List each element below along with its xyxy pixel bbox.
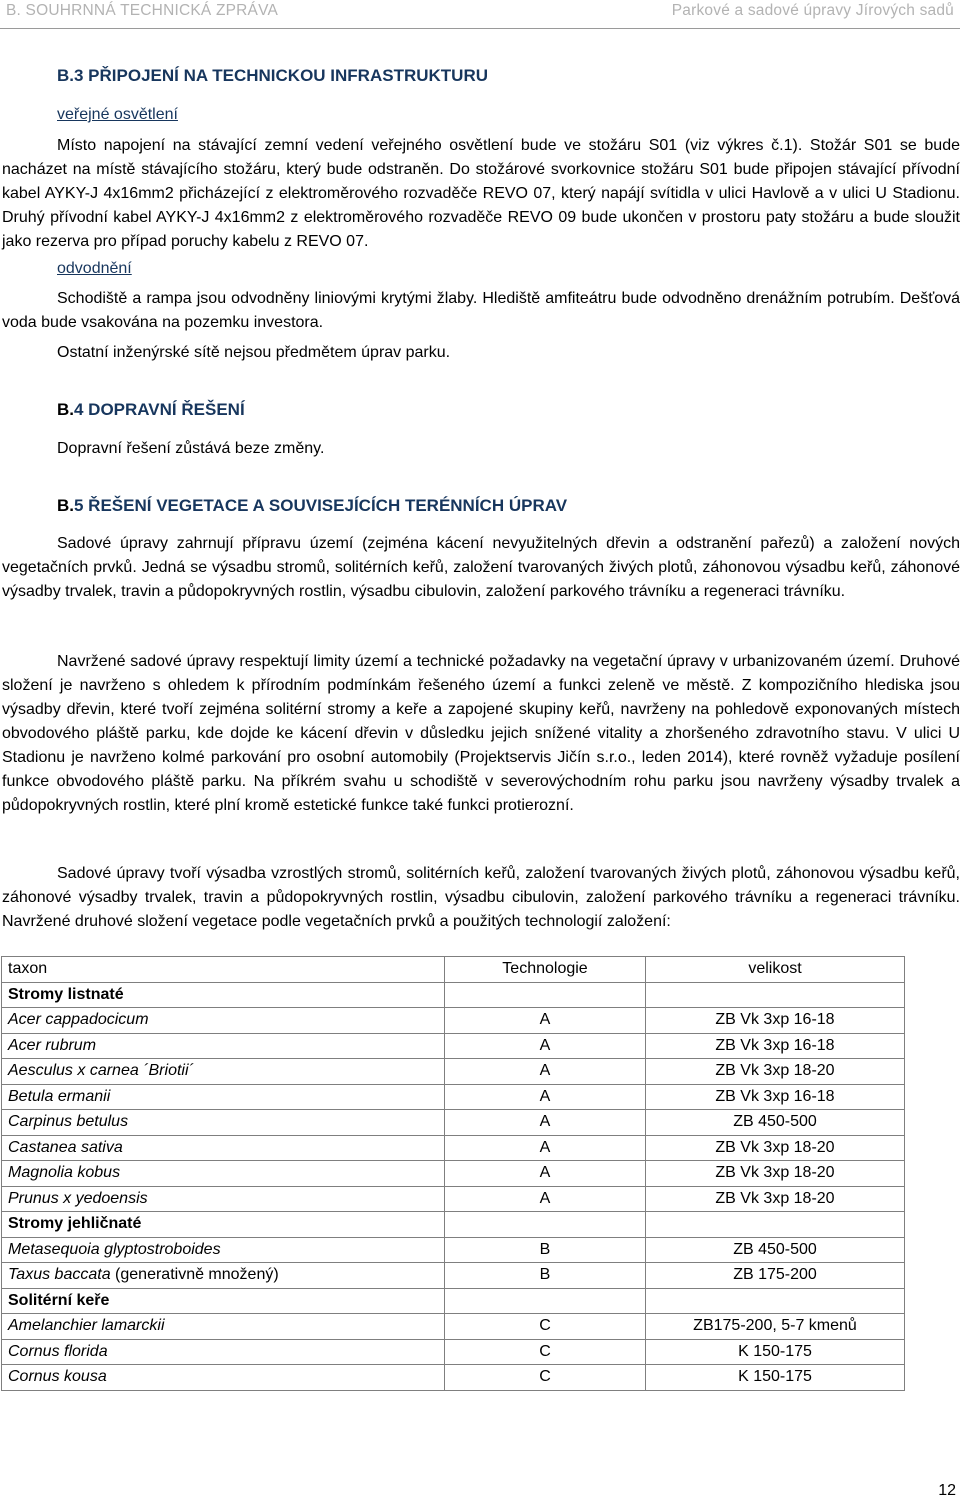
size-cell: ZB Vk 3xp 18-20 xyxy=(646,1135,905,1161)
paragraph-vegetation-3: Sadové úpravy tvoří výsadba vzrostlých stromů, solitérních keřů, založení tvarovaných živých plotů, záhonovou výsadbu keřů, záhonové výsadby trvalek, travin a půdopokryvných rostlin, výsadbu cibulovin, založení parkového trávníku a regeneraci trávníku. Navržené druhové složení vegetace podle vegetačních prvků a použitých technologií založení: xyxy=(2,865,960,930)
taxon-cell: Amelanchier lamarckii xyxy=(2,1314,445,1340)
size-cell: ZB 450-500 xyxy=(646,1110,905,1136)
section-b5-number: B. xyxy=(57,496,74,515)
technology-cell: A xyxy=(445,1084,646,1110)
technology-cell: C xyxy=(445,1314,646,1340)
header-size: velikost xyxy=(646,957,905,983)
technology-cell: A xyxy=(445,1161,646,1187)
technology-cell: B xyxy=(445,1263,646,1289)
size-cell: ZB175-200, 5-7 kmenů xyxy=(646,1314,905,1340)
table-row xyxy=(2,1314,905,1340)
paragraph-public-lighting: Místo napojení na stávající zemní vedení veřejného osvětlení bude ve stožáru S01 (viz výkres č.1). Stožár S01 se bude nacházet na místě stávajícího stožáru, který bude odstraněn. Do stožárové svorkovnice stožáru S01 bude připojen stávající přívodní kabel AYKY-J 4x16mm2 přicházející z elektroměrového rozvaděče REVO 07, který napájí svítidla v ulici Havlově a v ulici U Stadionu. Druhý přívodní kabel AYKY-J 4x16mm2 z elektroměrového rozvaděče REVO 09 bude ukončen v prostoru paty stožáru a bude sloužit jako rezerva pro případ poruchy kabelu z REVO 07. xyxy=(2,137,960,250)
taxon-cell xyxy=(2,1263,445,1289)
size-cell: K 150-175 xyxy=(646,1339,905,1365)
size-cell: K 150-175 xyxy=(646,1365,905,1391)
table-row xyxy=(2,1339,905,1365)
technology-cell: A xyxy=(445,1008,646,1034)
table-row xyxy=(2,1161,905,1187)
size-cell: ZB 175-200 xyxy=(646,1263,905,1289)
taxon-note: (generativně množený) xyxy=(110,1266,279,1284)
paragraph-vegetation-1: Sadové úpravy zahrnují přípravu území (zejména kácení nevyužitelných dřevin a odstranění pařezů) a založení nových vegetačních prvků. Jedná se výsadbu stromů, solitérních keřů, založení tvarovaných živých plotů, záhonovou výsadbu keřů, záhonové výsadby trvalek, travin a půdopokryvných rostlin, výsadbu cibulovin, založení parkového trávníku a regeneraci trávníku. xyxy=(2,535,960,600)
section-b5-title xyxy=(2,494,960,518)
size-cell: ZB Vk 3xp 18-20 xyxy=(646,1059,905,1085)
table-row xyxy=(2,1237,905,1263)
subheading-drainage xyxy=(2,257,960,281)
subheading-public-lighting-text: veřejné osvětlení xyxy=(57,106,178,123)
taxon-cell: Castanea sativa xyxy=(2,1135,445,1161)
section-b5-title-text: 5 ŘEŠENÍ VEGETACE A SOUVISEJÍCÍCH TERÉNNÍCH ÚPRAV xyxy=(74,496,568,515)
section-b3-title: B.3 PŘIPOJENÍ NA TECHNICKOU INFRASTRUKTURU xyxy=(57,66,489,85)
table-row xyxy=(2,1033,905,1059)
group-label: Stromy jehličnaté xyxy=(2,1212,445,1238)
section-b4-number: B. xyxy=(57,400,74,419)
header-doc-title: B. SOUHRNNÁ TECHNICKÁ ZPRÁVA xyxy=(6,2,279,19)
table-row xyxy=(2,1263,905,1289)
table-row xyxy=(2,1059,905,1085)
header-taxon: taxon xyxy=(2,957,445,983)
table-row xyxy=(2,1008,905,1034)
paragraph-vegetation-2: Navržené sadové úpravy respektují limity území a technické požadavky na vegetační úpravy v urbanizovaném území. Druhové složení je navrženo s ohledem k přírodním podmínkám řešeného území a funkci zeleně ve městě. Z kompozičního hlediska jsou výsadby dřevin, které tvoří zejména solitérní stromy a keře a zapojené skupiny keřů, navrženy na pohledově exponovaných místech obvodového pláště parku, kde dojde ke kácení dřevin v důsledku jejich snížené vitality a zhoršeného zdravotního stavu. V ulici U Stadionu je navrženo kolmé parkování pro osobní automobily (Projektservis Jičín s.r.o., leden 2014), které rovněž vyžaduje posílení funkce obvodového pláště parku. Na příkrém svahu u schodiště v severovýchodním rohu parku jsou navrženy výsadby trvalek a půdopokryvných rostlin, které plní kromě estetické funkce také funkci protierozní. xyxy=(2,653,960,814)
size-cell: ZB Vk 3xp 18-20 xyxy=(646,1186,905,1212)
size-cell: ZB Vk 3xp 16-18 xyxy=(646,1008,905,1034)
subheading-drainage-text: odvodnění xyxy=(57,260,132,277)
table-group-row xyxy=(2,982,905,1008)
technology-cell: A xyxy=(445,1135,646,1161)
section-b4-title-text: 4 DOPRAVNÍ ŘEŠENÍ xyxy=(74,400,245,419)
size-cell: ZB Vk 3xp 16-18 xyxy=(646,1033,905,1059)
table-header-row xyxy=(2,957,905,983)
technology-cell: C xyxy=(445,1339,646,1365)
taxon-cell: Prunus x yedoensis xyxy=(2,1186,445,1212)
taxon-cell: Metasequoia glyptostroboides xyxy=(2,1237,445,1263)
vegetation-table xyxy=(1,956,905,1391)
paragraph-other-networks: Ostatní inženýrské sítě nejsou předmětem úprav parku. xyxy=(57,344,451,361)
technology-cell: A xyxy=(445,1033,646,1059)
taxon-cell: Cornus florida xyxy=(2,1339,445,1365)
table-row xyxy=(2,1110,905,1136)
taxon-name: Taxus baccata xyxy=(8,1266,111,1284)
technology-cell: C xyxy=(445,1365,646,1391)
technology-cell: B xyxy=(445,1237,646,1263)
group-label: Stromy listnaté xyxy=(2,982,445,1008)
table-row xyxy=(2,1135,905,1161)
header-project-title: Parkové a sadové úpravy Jírových sadů xyxy=(671,2,954,19)
taxon-cell: Acer rubrum xyxy=(2,1033,445,1059)
header-technology: Technologie xyxy=(445,957,646,983)
table-row xyxy=(2,1186,905,1212)
size-cell: ZB Vk 3xp 18-20 xyxy=(646,1161,905,1187)
taxon-cell: Carpinus betulus xyxy=(2,1110,445,1136)
table-group-row xyxy=(2,1212,905,1238)
taxon-cell: Acer cappadocicum xyxy=(2,1008,445,1034)
table-row xyxy=(2,1365,905,1391)
technology-cell: A xyxy=(445,1186,646,1212)
taxon-cell: Cornus kousa xyxy=(2,1365,445,1391)
paragraph-drainage: Schodiště a rampa jsou odvodněny liniovými krytými žlaby. Hlediště amfiteátru bude odvodněno drenážním potrubím. Dešťová voda bude vsakována na pozemku investora. xyxy=(2,290,960,331)
subheading-public-lighting xyxy=(2,103,960,127)
group-label: Solitérní keře xyxy=(2,1288,445,1314)
size-cell: ZB Vk 3xp 16-18 xyxy=(646,1084,905,1110)
size-cell: ZB 450-500 xyxy=(646,1237,905,1263)
section-b4-title xyxy=(2,398,960,422)
taxon-cell: Magnolia kobus xyxy=(2,1161,445,1187)
page-header xyxy=(0,0,960,29)
taxon-cell: Aesculus x carnea ´Briotii´ xyxy=(2,1059,445,1085)
table-row xyxy=(2,1084,905,1110)
table-group-row xyxy=(2,1288,905,1314)
technology-cell: A xyxy=(445,1059,646,1085)
page-number: 12 xyxy=(938,1482,956,1499)
taxon-cell: Betula ermanii xyxy=(2,1084,445,1110)
paragraph-transport: Dopravní řešení zůstává beze změny. xyxy=(57,440,325,457)
technology-cell: A xyxy=(445,1110,646,1136)
